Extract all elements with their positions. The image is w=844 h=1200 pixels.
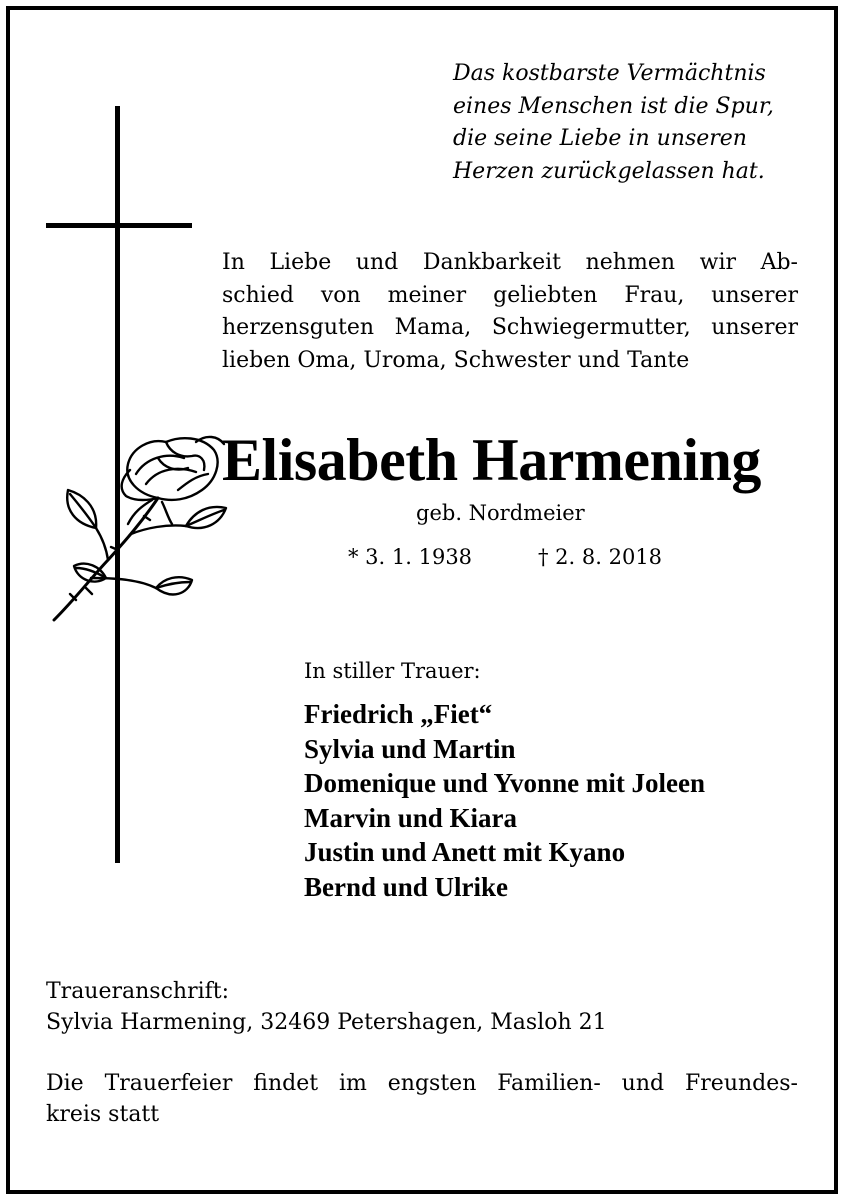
quote-line: die seine Liebe in unseren [453, 126, 747, 151]
address-label: Traueranschrift: [46, 979, 230, 1004]
deceased-name: Elisabeth Harmening [222, 427, 761, 493]
death-date: † 2. 8. 2018 [538, 545, 663, 569]
quote-line: Das kostbarste Vermächtnis [453, 61, 766, 86]
notice-line: Die Trauerfeier findet im engsten Familien- und Freundes- [46, 1071, 798, 1096]
life-dates [348, 542, 688, 572]
cross-bar [46, 223, 192, 228]
mourner-name: Bernd und Ulrike [304, 871, 509, 902]
mourner-name: Marvin und Kiara [304, 802, 518, 833]
intro-line: lieben Oma, Uroma, Schwester und Tante [222, 347, 690, 373]
intro-line: herzensguten Mama, Schwiegermutter, unserer [222, 315, 798, 340]
intro-line: In Liebe und Dankbarkeit nehmen wir Ab- [222, 250, 798, 275]
mourners-list [304, 697, 705, 904]
intro-line: schied von meiner geliebten Frau, unserer [222, 282, 798, 308]
rose-icon [46, 428, 232, 628]
birth-name: geb. Nordmeier [416, 501, 585, 525]
mourner-name: Sylvia und Martin [304, 733, 516, 764]
mourner-name: Friedrich „Fiet“ [304, 699, 493, 729]
quote-line: eines Menschen ist die Spur, [453, 93, 774, 119]
mourner-name: Justin und Anett mit Kyano [304, 837, 626, 867]
quote-line: Herzen zurückgelassen hat. [453, 158, 765, 184]
mourner-name: Domenique und Yvonne mit Joleen [304, 768, 706, 798]
address-value: Sylvia Harmening, 32469 Petershagen, Masloh 21 [46, 1010, 607, 1035]
mourning-address [46, 976, 607, 1038]
mourners-heading: In stiller Trauer: [304, 659, 481, 683]
memorial-quote [453, 58, 823, 188]
funeral-notice [46, 1068, 798, 1130]
notice-line: kreis statt [46, 1102, 160, 1127]
farewell-text [222, 247, 798, 377]
birth-date: * 3. 1. 1938 [348, 545, 473, 569]
